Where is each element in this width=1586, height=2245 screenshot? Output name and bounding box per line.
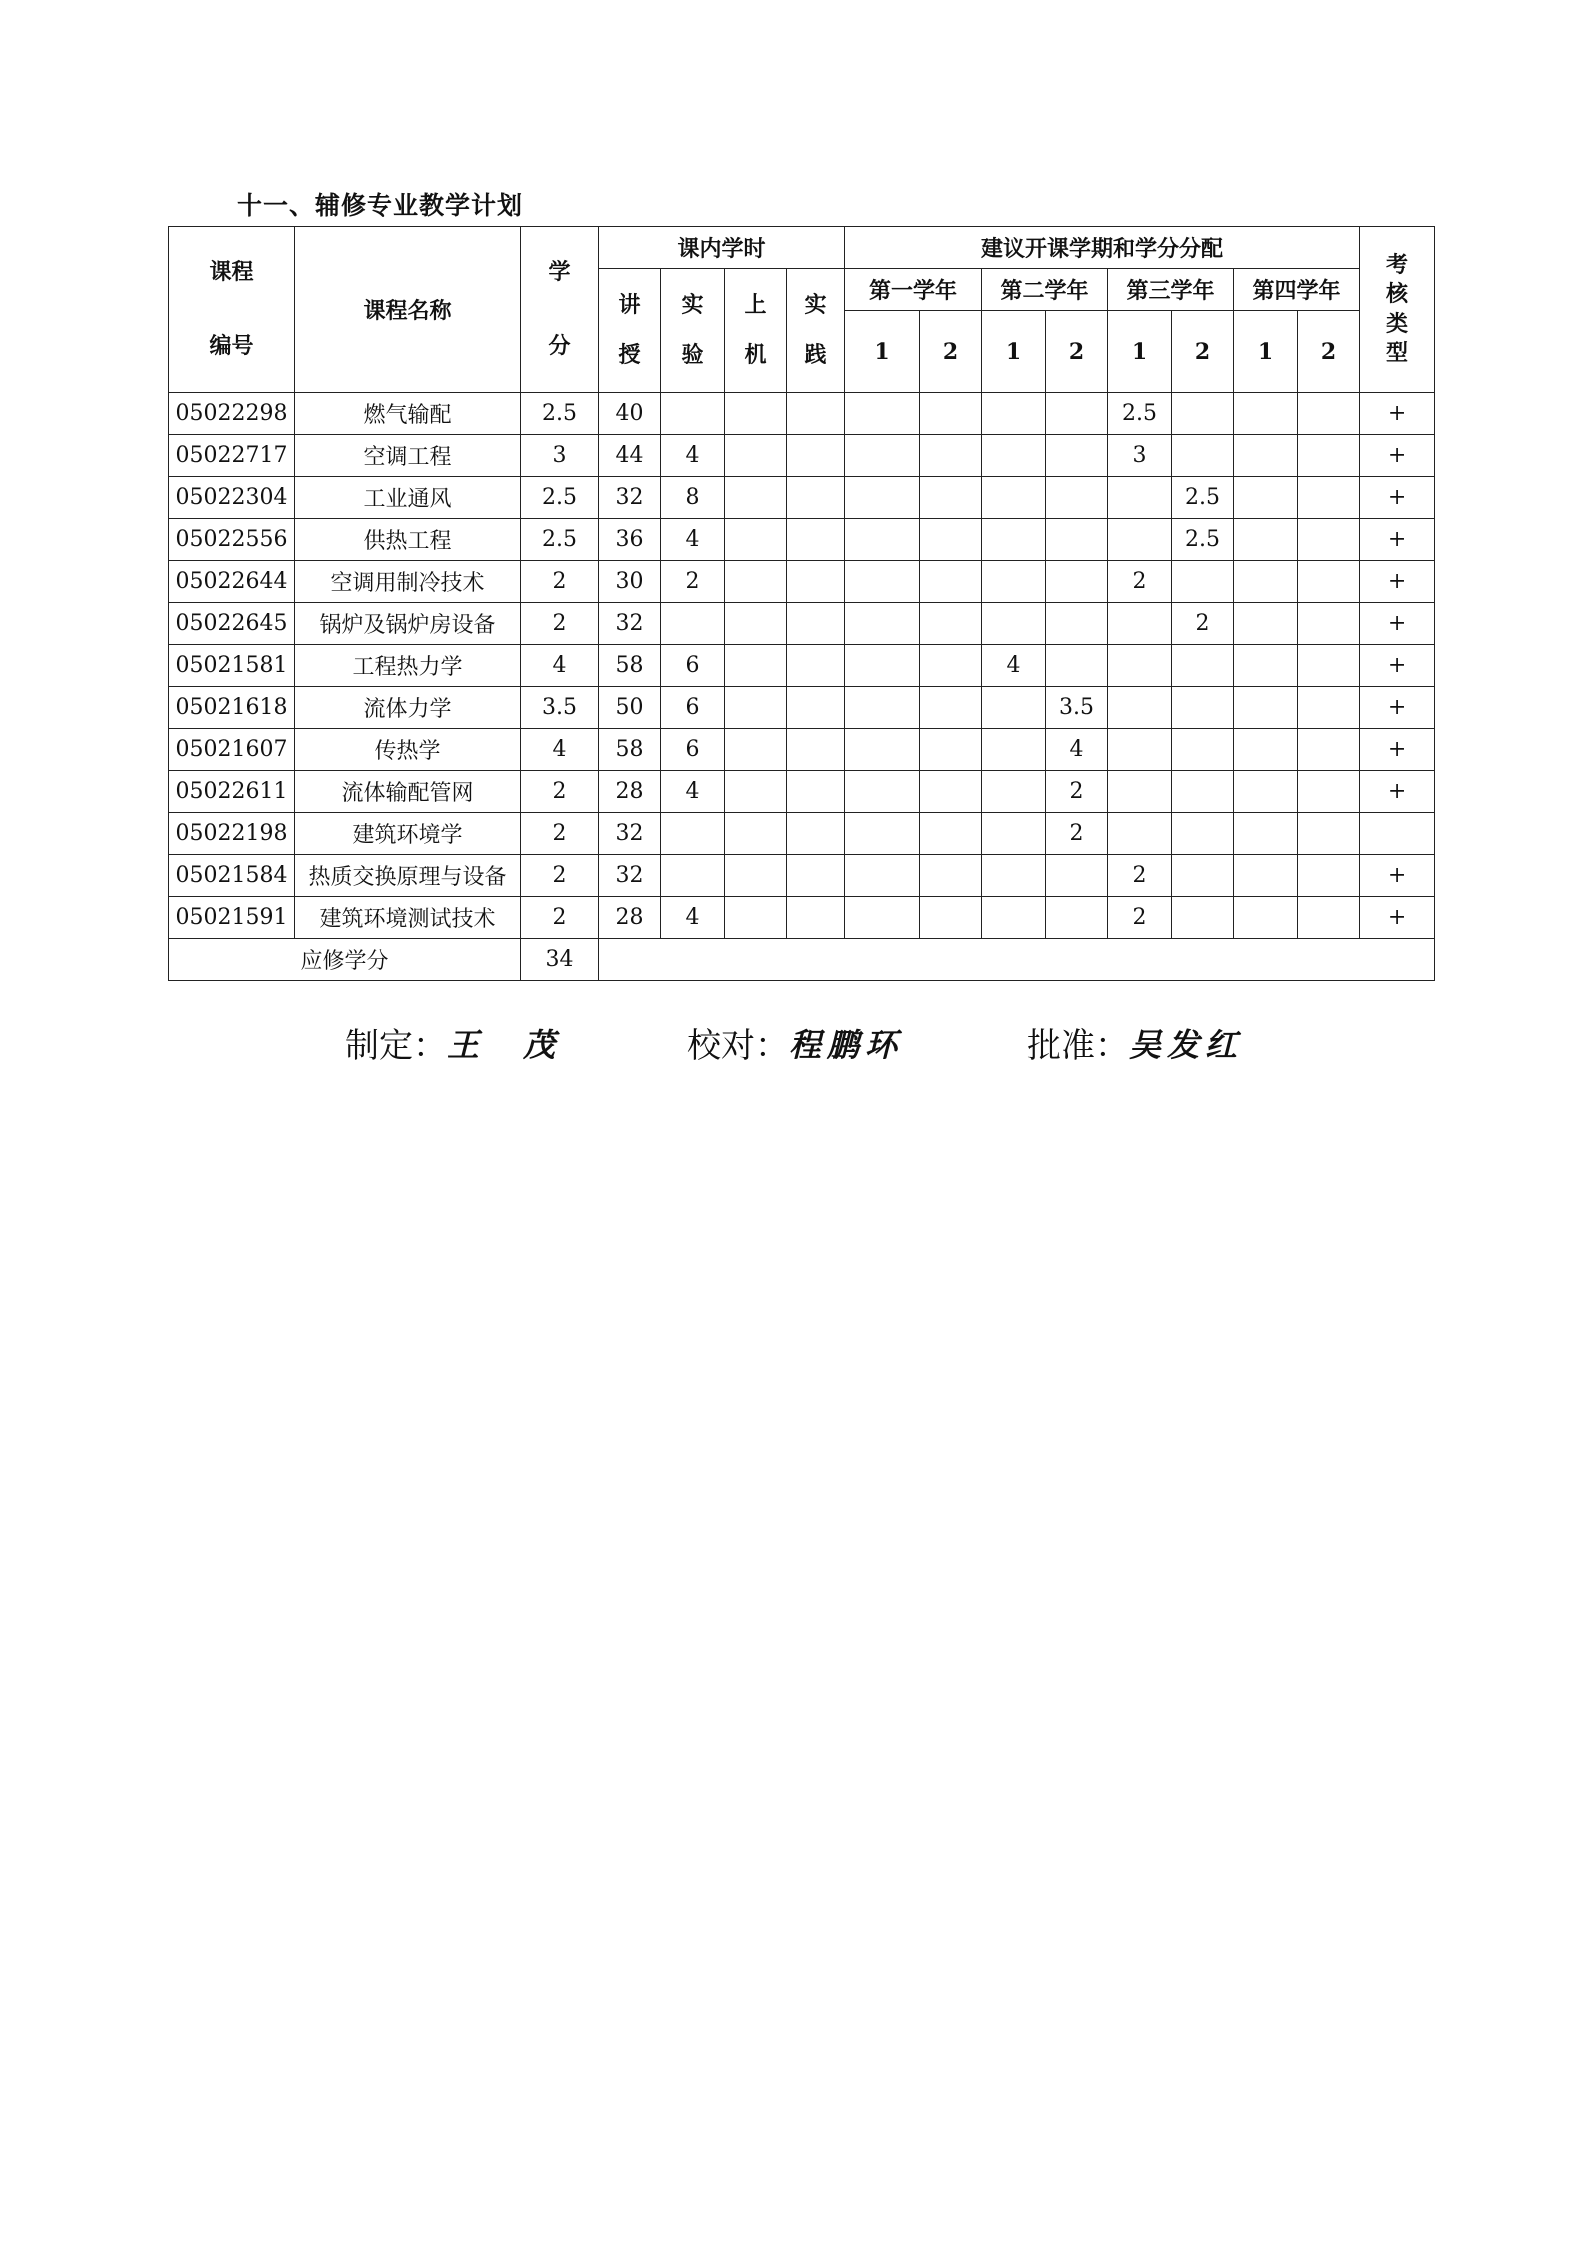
term-credit-cell bbox=[1234, 771, 1298, 813]
header-course-code-bottom: 编号 bbox=[209, 332, 254, 359]
term-credit-cell bbox=[845, 519, 920, 561]
total-row bbox=[169, 939, 1435, 981]
term-credit-cell bbox=[1108, 519, 1172, 561]
exam-type-cell: + bbox=[1360, 855, 1435, 897]
course-name-cell: 供热工程 bbox=[295, 519, 521, 561]
exam-type-cell: + bbox=[1360, 645, 1435, 687]
term-credit-cell bbox=[1234, 687, 1298, 729]
header-hours-group: 课内学时 bbox=[599, 227, 845, 269]
course-code-cell: 05021591 bbox=[169, 897, 295, 939]
lecture-hours-cell: 36 bbox=[599, 519, 661, 561]
term-credit-cell bbox=[845, 813, 920, 855]
course-code-cell: 05022645 bbox=[169, 603, 295, 645]
term-credit-cell bbox=[1234, 897, 1298, 939]
exam-type-cell: + bbox=[1360, 519, 1435, 561]
term-credit-cell bbox=[1234, 519, 1298, 561]
exam-type-cell: + bbox=[1360, 729, 1435, 771]
lecture-hours-cell: 32 bbox=[599, 477, 661, 519]
header-term: 2 bbox=[920, 311, 982, 393]
term-credit-cell bbox=[920, 393, 982, 435]
computer-hours-cell bbox=[725, 561, 787, 603]
credit-cell: 2 bbox=[521, 603, 599, 645]
term-credit-cell bbox=[982, 897, 1046, 939]
term-credit-cell bbox=[920, 477, 982, 519]
lecture-hours-cell: 58 bbox=[599, 645, 661, 687]
term-credit-cell: 2.5 bbox=[1108, 393, 1172, 435]
term-credit-cell bbox=[982, 687, 1046, 729]
course-name-cell: 工业通风 bbox=[295, 477, 521, 519]
header-credit-top: 学 bbox=[548, 259, 571, 285]
header-term: 2 bbox=[1172, 311, 1234, 393]
course-name-cell: 热质交换原理与设备 bbox=[295, 855, 521, 897]
credit-cell: 4 bbox=[521, 645, 599, 687]
course-code-cell: 05021607 bbox=[169, 729, 295, 771]
computer-hours-cell bbox=[725, 771, 787, 813]
credit-cell: 2 bbox=[521, 855, 599, 897]
term-credit-cell bbox=[1298, 729, 1360, 771]
prepared-by bbox=[345, 1018, 561, 1067]
term-credit-cell bbox=[1108, 729, 1172, 771]
header-year-4: 第四学年 bbox=[1234, 269, 1360, 311]
practice-hours-cell bbox=[787, 813, 845, 855]
header-course-name: 课程名称 bbox=[295, 227, 521, 393]
header-exam-type-char: 核 bbox=[1386, 281, 1409, 307]
computer-hours-cell bbox=[725, 393, 787, 435]
credit-cell: 2 bbox=[521, 897, 599, 939]
experiment-hours-cell bbox=[661, 393, 725, 435]
course-code-cell: 05022298 bbox=[169, 393, 295, 435]
credit-cell: 2 bbox=[521, 561, 599, 603]
header-computer-top: 上 bbox=[744, 292, 767, 318]
term-credit-cell bbox=[1108, 813, 1172, 855]
course-code-cell: 05022611 bbox=[169, 771, 295, 813]
header-term: 1 bbox=[1108, 311, 1172, 393]
exam-type-cell: + bbox=[1360, 603, 1435, 645]
header-practice bbox=[787, 269, 845, 393]
table-row bbox=[169, 729, 1435, 771]
table-row bbox=[169, 393, 1435, 435]
term-credit-cell bbox=[1046, 603, 1108, 645]
term-credit-cell: 2 bbox=[1046, 771, 1108, 813]
term-credit-cell bbox=[1298, 687, 1360, 729]
term-credit-cell bbox=[1046, 897, 1108, 939]
term-credit-cell bbox=[982, 561, 1046, 603]
course-code-cell: 05021581 bbox=[169, 645, 295, 687]
term-credit-cell bbox=[845, 561, 920, 603]
exam-type-cell: + bbox=[1360, 771, 1435, 813]
term-credit-cell bbox=[1046, 855, 1108, 897]
header-exam-type-char: 类 bbox=[1386, 310, 1409, 337]
header-experiment-top: 实 bbox=[681, 292, 704, 318]
checked-signature: 程鹏环 bbox=[789, 1025, 904, 1064]
lecture-hours-cell: 40 bbox=[599, 393, 661, 435]
term-credit-cell bbox=[982, 855, 1046, 897]
credit-cell: 4 bbox=[521, 729, 599, 771]
header-practice-bottom: 践 bbox=[804, 341, 827, 368]
prepared-label: 制定： bbox=[345, 1026, 447, 1066]
header-lecture-top: 讲 bbox=[618, 292, 641, 318]
term-credit-cell bbox=[1298, 561, 1360, 603]
term-credit-cell bbox=[1298, 645, 1360, 687]
experiment-hours-cell: 6 bbox=[661, 645, 725, 687]
course-code-cell: 05022644 bbox=[169, 561, 295, 603]
experiment-hours-cell: 4 bbox=[661, 435, 725, 477]
exam-type-cell: + bbox=[1360, 435, 1435, 477]
term-credit-cell bbox=[1298, 813, 1360, 855]
term-credit-cell: 2 bbox=[1108, 897, 1172, 939]
course-name-cell: 建筑环境学 bbox=[295, 813, 521, 855]
table-body bbox=[169, 393, 1435, 981]
term-credit-cell bbox=[982, 393, 1046, 435]
credit-cell: 2.5 bbox=[521, 393, 599, 435]
term-credit-cell bbox=[1108, 687, 1172, 729]
term-credit-cell bbox=[982, 771, 1046, 813]
experiment-hours-cell: 6 bbox=[661, 729, 725, 771]
header-term: 1 bbox=[845, 311, 920, 393]
exam-type-cell: + bbox=[1360, 687, 1435, 729]
term-credit-cell bbox=[1298, 393, 1360, 435]
practice-hours-cell bbox=[787, 435, 845, 477]
term-credit-cell bbox=[845, 435, 920, 477]
credit-cell: 2.5 bbox=[521, 519, 599, 561]
term-credit-cell bbox=[1298, 435, 1360, 477]
term-credit-cell bbox=[982, 519, 1046, 561]
checked-by bbox=[687, 1018, 903, 1067]
term-credit-cell bbox=[845, 393, 920, 435]
term-credit-cell bbox=[1234, 855, 1298, 897]
course-name-cell: 流体力学 bbox=[295, 687, 521, 729]
lecture-hours-cell: 32 bbox=[599, 855, 661, 897]
header-computer bbox=[725, 269, 787, 393]
header-experiment bbox=[661, 269, 725, 393]
approved-label: 批准： bbox=[1027, 1026, 1129, 1066]
header-term: 1 bbox=[1234, 311, 1298, 393]
term-credit-cell: 3 bbox=[1108, 435, 1172, 477]
prepared-signature: 王 茂 bbox=[447, 1025, 562, 1064]
course-code-cell: 05022717 bbox=[169, 435, 295, 477]
table-row bbox=[169, 855, 1435, 897]
section-title: 十一、辅修专业教学计划 bbox=[237, 191, 524, 220]
term-credit-cell bbox=[1172, 771, 1234, 813]
header-exam-type-char: 型 bbox=[1386, 340, 1409, 366]
course-code-cell: 05022556 bbox=[169, 519, 295, 561]
practice-hours-cell bbox=[787, 561, 845, 603]
computer-hours-cell bbox=[725, 645, 787, 687]
header-computer-bottom: 机 bbox=[744, 341, 767, 368]
experiment-hours-cell: 4 bbox=[661, 771, 725, 813]
experiment-hours-cell: 4 bbox=[661, 897, 725, 939]
practice-hours-cell bbox=[787, 519, 845, 561]
term-credit-cell bbox=[920, 687, 982, 729]
practice-hours-cell bbox=[787, 771, 845, 813]
term-credit-cell bbox=[1172, 687, 1234, 729]
total-credit: 34 bbox=[521, 939, 599, 981]
term-credit-cell bbox=[1234, 477, 1298, 519]
term-credit-cell bbox=[1172, 393, 1234, 435]
credit-cell: 2.5 bbox=[521, 477, 599, 519]
term-credit-cell bbox=[1298, 477, 1360, 519]
credit-cell: 2 bbox=[521, 771, 599, 813]
term-credit-cell bbox=[845, 645, 920, 687]
exam-type-cell: + bbox=[1360, 897, 1435, 939]
computer-hours-cell bbox=[725, 729, 787, 771]
exam-type-cell: + bbox=[1360, 477, 1435, 519]
term-credit-cell bbox=[1172, 855, 1234, 897]
table-row bbox=[169, 687, 1435, 729]
term-credit-cell: 3.5 bbox=[1046, 687, 1108, 729]
header-course-code bbox=[169, 227, 295, 393]
practice-hours-cell bbox=[787, 477, 845, 519]
course-code-cell: 05022304 bbox=[169, 477, 295, 519]
exam-type-cell: + bbox=[1360, 393, 1435, 435]
course-name-cell: 空调工程 bbox=[295, 435, 521, 477]
header-credit-bottom: 分 bbox=[548, 332, 571, 359]
credit-cell: 3.5 bbox=[521, 687, 599, 729]
course-name-cell: 工程热力学 bbox=[295, 645, 521, 687]
term-credit-cell bbox=[920, 771, 982, 813]
term-credit-cell bbox=[1046, 561, 1108, 603]
practice-hours-cell bbox=[787, 393, 845, 435]
term-credit-cell bbox=[1172, 435, 1234, 477]
lecture-hours-cell: 28 bbox=[599, 897, 661, 939]
computer-hours-cell bbox=[725, 687, 787, 729]
computer-hours-cell bbox=[725, 855, 787, 897]
term-credit-cell bbox=[1046, 519, 1108, 561]
approved-by bbox=[1027, 1018, 1243, 1067]
term-credit-cell bbox=[1046, 645, 1108, 687]
term-credit-cell bbox=[1046, 393, 1108, 435]
computer-hours-cell bbox=[725, 897, 787, 939]
term-credit-cell: 2.5 bbox=[1172, 477, 1234, 519]
lecture-hours-cell: 28 bbox=[599, 771, 661, 813]
header-term: 2 bbox=[1298, 311, 1360, 393]
experiment-hours-cell bbox=[661, 813, 725, 855]
signature-line bbox=[345, 1018, 1345, 1068]
term-credit-cell bbox=[1046, 435, 1108, 477]
course-code-cell: 05022198 bbox=[169, 813, 295, 855]
term-credit-cell bbox=[845, 687, 920, 729]
term-credit-cell: 2 bbox=[1108, 855, 1172, 897]
total-empty-cell bbox=[599, 939, 1435, 981]
term-credit-cell bbox=[1108, 477, 1172, 519]
table-row bbox=[169, 603, 1435, 645]
lecture-hours-cell: 44 bbox=[599, 435, 661, 477]
term-credit-cell bbox=[920, 645, 982, 687]
practice-hours-cell bbox=[787, 645, 845, 687]
credit-cell: 3 bbox=[521, 435, 599, 477]
table-row bbox=[169, 519, 1435, 561]
term-credit-cell bbox=[1234, 603, 1298, 645]
term-credit-cell bbox=[845, 603, 920, 645]
term-credit-cell: 2 bbox=[1108, 561, 1172, 603]
term-credit-cell bbox=[1172, 645, 1234, 687]
term-credit-cell bbox=[920, 561, 982, 603]
table-row bbox=[169, 771, 1435, 813]
header-lecture-bottom: 授 bbox=[618, 341, 641, 368]
experiment-hours-cell: 2 bbox=[661, 561, 725, 603]
header-practice-top: 实 bbox=[804, 292, 827, 318]
term-credit-cell bbox=[920, 813, 982, 855]
total-label: 应修学分 bbox=[169, 939, 521, 981]
term-credit-cell bbox=[1108, 603, 1172, 645]
term-credit-cell bbox=[1298, 603, 1360, 645]
practice-hours-cell bbox=[787, 687, 845, 729]
practice-hours-cell bbox=[787, 729, 845, 771]
teaching-plan-table bbox=[168, 226, 1435, 981]
term-credit-cell bbox=[1108, 645, 1172, 687]
term-credit-cell bbox=[1234, 435, 1298, 477]
term-credit-cell bbox=[1234, 729, 1298, 771]
course-name-cell: 空调用制冷技术 bbox=[295, 561, 521, 603]
practice-hours-cell bbox=[787, 897, 845, 939]
term-credit-cell bbox=[845, 771, 920, 813]
term-credit-cell bbox=[920, 897, 982, 939]
header-exam-type-char: 考 bbox=[1386, 251, 1409, 278]
experiment-hours-cell bbox=[661, 603, 725, 645]
computer-hours-cell bbox=[725, 519, 787, 561]
header-year-2: 第二学年 bbox=[982, 269, 1108, 311]
term-credit-cell bbox=[1172, 561, 1234, 603]
header-course-code-top: 课程 bbox=[209, 259, 254, 285]
term-credit-cell: 2.5 bbox=[1172, 519, 1234, 561]
term-credit-cell bbox=[1234, 813, 1298, 855]
lecture-hours-cell: 50 bbox=[599, 687, 661, 729]
course-name-cell: 建筑环境测试技术 bbox=[295, 897, 521, 939]
experiment-hours-cell: 6 bbox=[661, 687, 725, 729]
term-credit-cell bbox=[845, 855, 920, 897]
computer-hours-cell bbox=[725, 477, 787, 519]
header-term: 2 bbox=[1046, 311, 1108, 393]
table-row bbox=[169, 477, 1435, 519]
computer-hours-cell bbox=[725, 813, 787, 855]
term-credit-cell bbox=[1298, 519, 1360, 561]
checked-label: 校对： bbox=[687, 1026, 789, 1066]
term-credit-cell bbox=[845, 897, 920, 939]
term-credit-cell bbox=[920, 855, 982, 897]
header-semester-group: 建议开课学期和学分分配 bbox=[845, 227, 1360, 269]
term-credit-cell bbox=[1298, 771, 1360, 813]
term-credit-cell bbox=[845, 477, 920, 519]
term-credit-cell bbox=[1172, 729, 1234, 771]
exam-type-cell: + bbox=[1360, 561, 1435, 603]
exam-type-cell bbox=[1360, 813, 1435, 855]
term-credit-cell: 2 bbox=[1172, 603, 1234, 645]
course-name-cell: 燃气输配 bbox=[295, 393, 521, 435]
header-year-1: 第一学年 bbox=[845, 269, 982, 311]
table-row bbox=[169, 435, 1435, 477]
term-credit-cell bbox=[982, 435, 1046, 477]
lecture-hours-cell: 58 bbox=[599, 729, 661, 771]
term-credit-cell bbox=[920, 435, 982, 477]
term-credit-cell bbox=[1172, 813, 1234, 855]
course-name-cell: 传热学 bbox=[295, 729, 521, 771]
term-credit-cell: 2 bbox=[1046, 813, 1108, 855]
term-credit-cell bbox=[1234, 645, 1298, 687]
table-row bbox=[169, 561, 1435, 603]
experiment-hours-cell bbox=[661, 855, 725, 897]
course-name-cell: 锅炉及锅炉房设备 bbox=[295, 603, 521, 645]
term-credit-cell bbox=[982, 729, 1046, 771]
header-credit bbox=[521, 227, 599, 393]
header-experiment-bottom: 验 bbox=[681, 341, 704, 368]
term-credit-cell bbox=[1234, 561, 1298, 603]
computer-hours-cell bbox=[725, 435, 787, 477]
term-credit-cell bbox=[845, 729, 920, 771]
computer-hours-cell bbox=[725, 603, 787, 645]
term-credit-cell bbox=[982, 813, 1046, 855]
term-credit-cell bbox=[1298, 897, 1360, 939]
term-credit-cell bbox=[982, 477, 1046, 519]
term-credit-cell bbox=[1108, 771, 1172, 813]
practice-hours-cell bbox=[787, 855, 845, 897]
practice-hours-cell bbox=[787, 603, 845, 645]
header-term: 1 bbox=[982, 311, 1046, 393]
experiment-hours-cell: 4 bbox=[661, 519, 725, 561]
course-name-cell: 流体输配管网 bbox=[295, 771, 521, 813]
header-year-3: 第三学年 bbox=[1108, 269, 1234, 311]
table-row bbox=[169, 813, 1435, 855]
term-credit-cell bbox=[920, 519, 982, 561]
course-code-cell: 05021584 bbox=[169, 855, 295, 897]
header-exam-type bbox=[1360, 227, 1435, 393]
term-credit-cell bbox=[920, 729, 982, 771]
term-credit-cell: 4 bbox=[982, 645, 1046, 687]
term-credit-cell bbox=[1172, 897, 1234, 939]
credit-cell: 2 bbox=[521, 813, 599, 855]
lecture-hours-cell: 30 bbox=[599, 561, 661, 603]
table-row bbox=[169, 645, 1435, 687]
lecture-hours-cell: 32 bbox=[599, 603, 661, 645]
approved-signature: 吴发红 bbox=[1129, 1025, 1244, 1064]
term-credit-cell bbox=[920, 603, 982, 645]
term-credit-cell bbox=[1298, 855, 1360, 897]
term-credit-cell bbox=[982, 603, 1046, 645]
course-code-cell: 05021618 bbox=[169, 687, 295, 729]
table-row bbox=[169, 897, 1435, 939]
experiment-hours-cell: 8 bbox=[661, 477, 725, 519]
term-credit-cell bbox=[1046, 477, 1108, 519]
header-lecture bbox=[599, 269, 661, 393]
term-credit-cell bbox=[1234, 393, 1298, 435]
term-credit-cell: 4 bbox=[1046, 729, 1108, 771]
lecture-hours-cell: 32 bbox=[599, 813, 661, 855]
